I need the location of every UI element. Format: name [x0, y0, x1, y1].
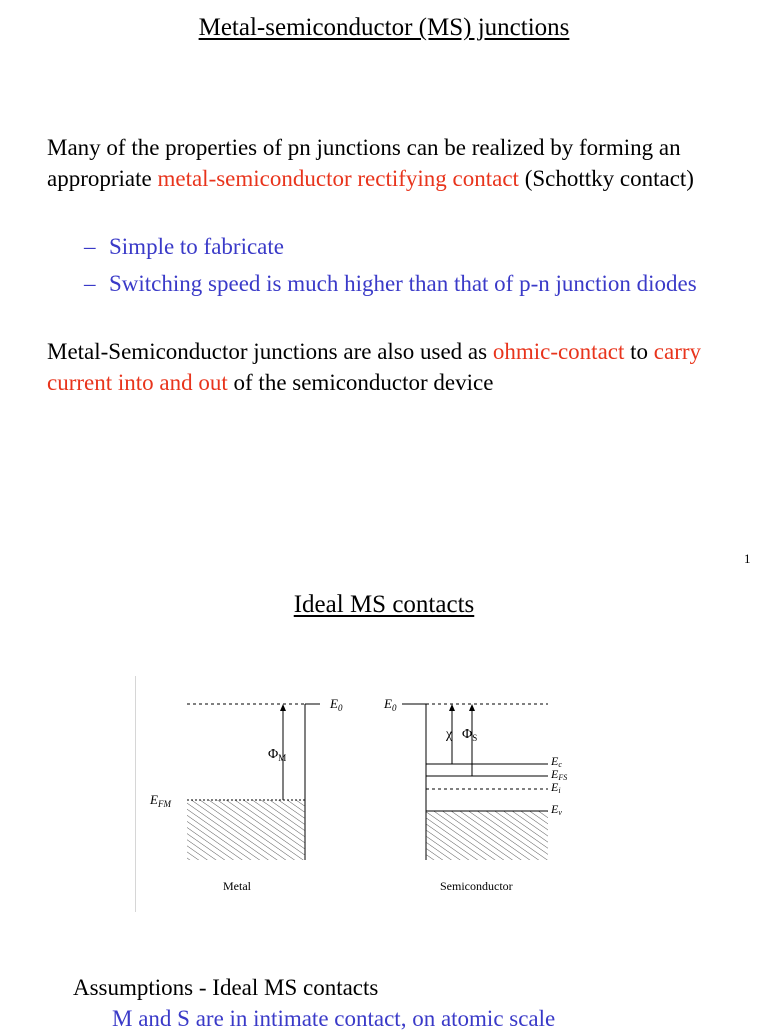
Ev-label: Ev: [551, 802, 562, 817]
ohmic-paragraph: [47, 336, 737, 398]
chi-label: χ: [446, 727, 453, 742]
phiM-arrowhead: [280, 704, 286, 711]
bullet-text: Simple to fabricate: [109, 234, 284, 259]
EFM-label: $E_{FM}$: [150, 792, 171, 809]
bullet-item: [84, 231, 724, 262]
divider-line: [135, 676, 136, 912]
phiM-label: $\Phi_M$: [268, 747, 287, 763]
E0-left-label: $E_0$: [330, 696, 343, 713]
phiS-arrowhead: [469, 704, 475, 711]
intro-paragraph: [47, 132, 737, 194]
slide-title: Metal-semiconductor (MS) junctions: [198, 14, 570, 41]
page-number: 1: [744, 551, 751, 566]
E0-right-label: $E_0$: [384, 696, 397, 713]
metal-filled-states: [187, 800, 305, 860]
bullet-item: [84, 268, 724, 299]
Ec-label: Ec: [551, 754, 562, 769]
ohmic-text-mid: to: [624, 339, 654, 364]
rectifying-contact-highlight: metal-semiconductor rectifying contact: [157, 166, 519, 191]
band-diagram: [140, 685, 580, 900]
intro-text-end: (Schottky contact): [518, 166, 694, 191]
intro-text: Many of the properties of pn junctions can be realized by forming an appropriate: [47, 135, 681, 191]
Ei-label: Ei: [551, 780, 561, 795]
bullet-dash: –: [84, 271, 96, 296]
ohmic-text-end: of the semiconductor device: [227, 370, 494, 395]
phiS-label: $\Phi_S$: [462, 727, 478, 743]
assumptions-heading: Assumptions - Ideal MS contacts: [73, 975, 379, 1000]
valence-filled-states: [426, 811, 548, 860]
EFS-label: EFS: [551, 767, 568, 782]
ohmic-contact-highlight: ohmic-contact: [492, 339, 625, 364]
assumption-item: M and S are in intimate contact, on atomic scale: [112, 1006, 556, 1031]
carry-current-highlight: carry current into and out: [47, 339, 702, 395]
ohmic-text: Metal-Semiconductor junctions are also used as: [47, 339, 493, 364]
bullet-dash: –: [84, 234, 96, 259]
metal-label: Metal: [223, 879, 251, 893]
slide-title: Ideal MS contacts: [293, 591, 475, 618]
bullet-text: Switching speed is much higher than that of p-n junction diodes: [109, 271, 697, 296]
semiconductor-label: Semiconductor: [440, 879, 513, 893]
chi-arrowhead: [449, 704, 455, 711]
